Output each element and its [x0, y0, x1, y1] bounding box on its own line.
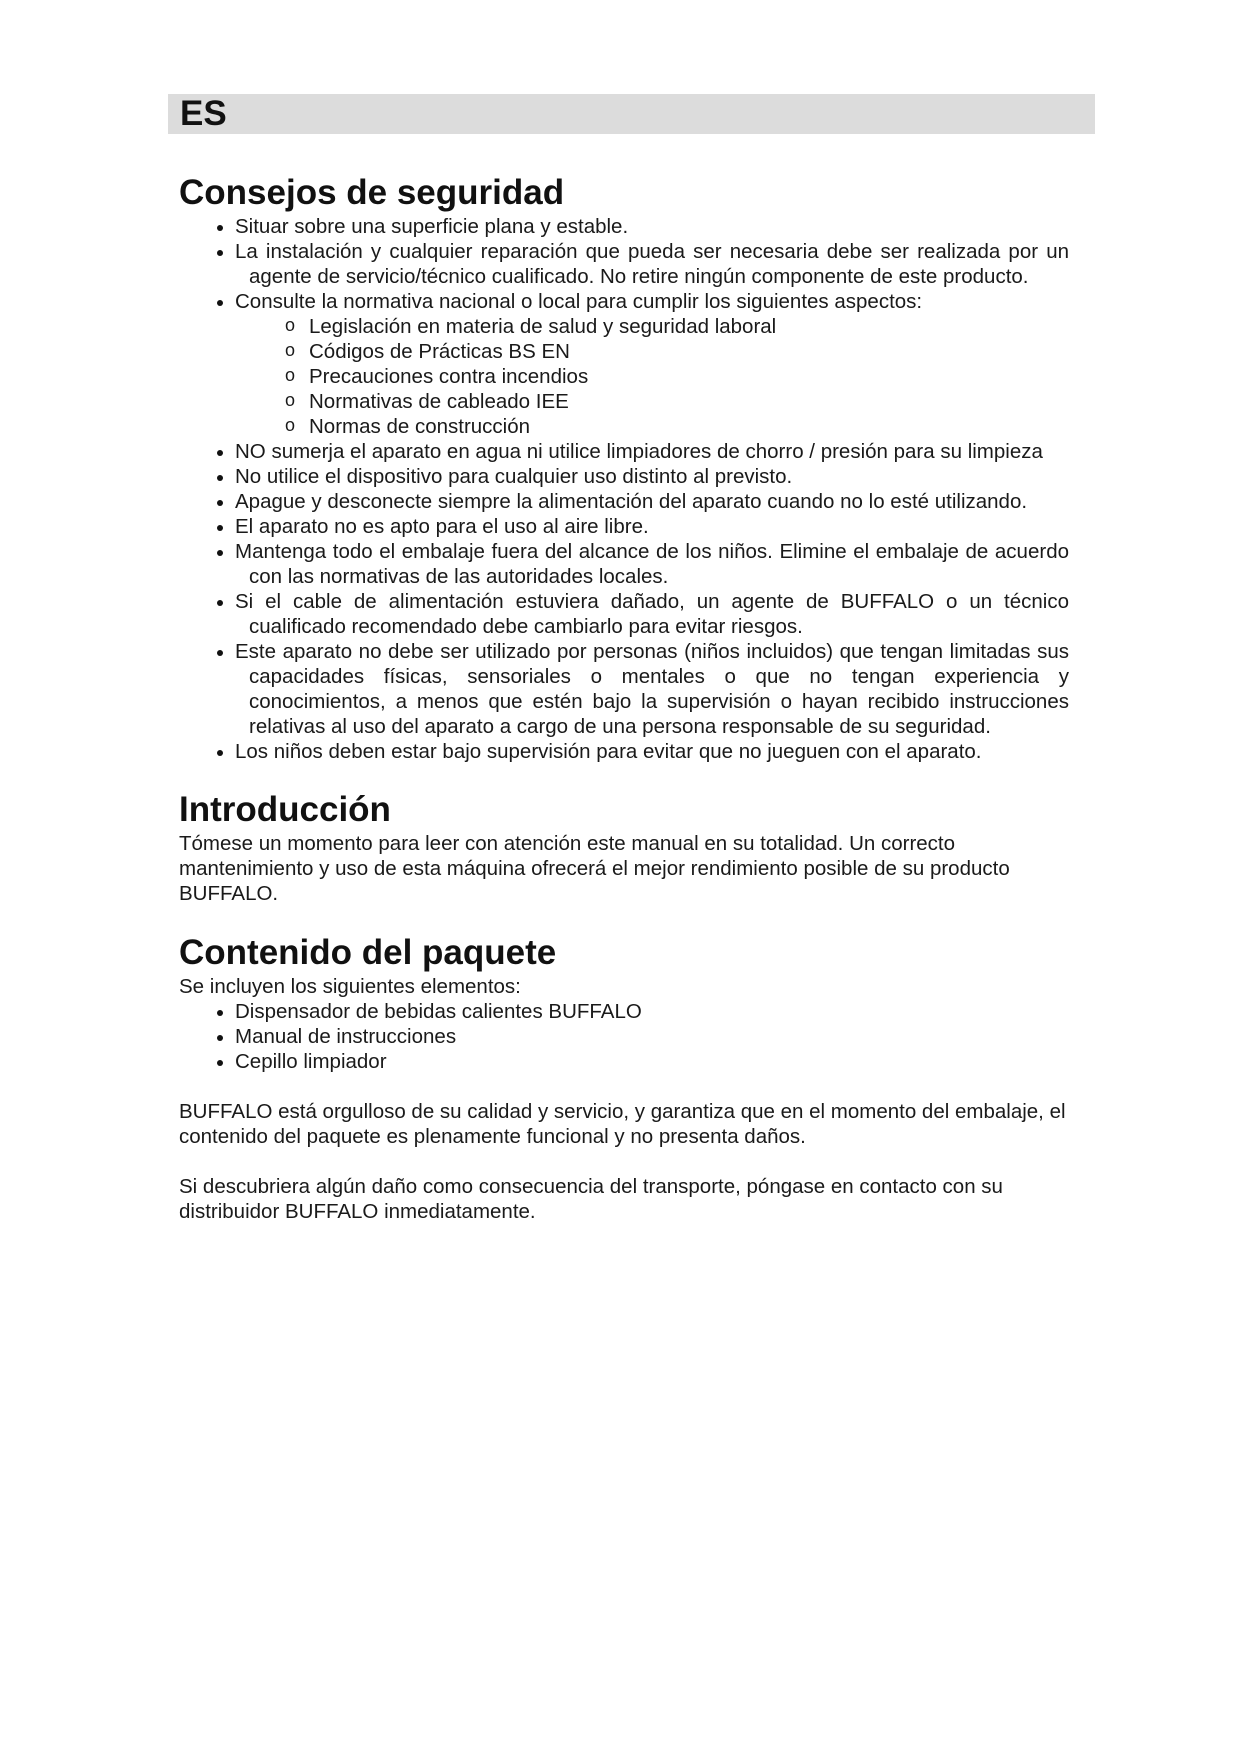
- list-item: No utilice el dispositivo para cualquier uso distinto al previsto.: [249, 464, 1069, 489]
- introduction-title: Introducción: [179, 790, 391, 829]
- safety-title: Consejos de seguridad: [179, 173, 565, 212]
- sub-list-item: o Legislación en materia de salud y seguridad laboral: [309, 314, 1069, 339]
- regulation-sublist: [249, 314, 1069, 439]
- quality-statement: BUFFALO está orgulloso de su calidad y servicio, y garantiza que en el momento del embalaje, el contenido del paquete es plenamente funcional y no presenta daños.: [179, 1100, 1066, 1148]
- damage-notice: Si descubriera algún daño como consecuencia del transporte, póngase en contacto con su distribuidor BUFFALO inmediatamente.: [179, 1175, 1003, 1223]
- language-header-bar: [168, 94, 1095, 134]
- package-contents-section: [179, 932, 1069, 1224]
- sub-list-item: o Normativas de cableado IEE: [309, 389, 1069, 414]
- list-item: Mantenga todo el embalaje fuera del alcance de los niños. Elimine el embalaje de acuerdo con las normativas de las autoridades locales.: [235, 540, 1069, 588]
- safety-section: [179, 172, 1069, 764]
- list-item: Los niños deben estar bajo supervisión para evitar que no jueguen con el aparato.: [249, 739, 1069, 764]
- page-content: [179, 172, 1069, 1224]
- package-title: Contenido del paquete: [179, 933, 557, 972]
- list-item: Manual de instrucciones: [249, 1024, 1069, 1049]
- list-item: Cepillo limpiador: [249, 1049, 1069, 1074]
- introduction-text: Tómese un momento para leer con atención este manual en su totalidad. Un correcto mantenimiento y uso de esta máquina ofrecerá el mejor rendimiento posible de su producto BUFFALO.: [179, 832, 1010, 905]
- list-item: Si el cable de alimentación estuviera dañado, un agente de BUFFALO o un técnico cualificado recomendado debe cambiarlo para evitar riesgos.: [235, 590, 1069, 638]
- package-list: [179, 999, 1069, 1074]
- list-item: La instalación y cualquier reparación que pueda ser necesaria debe ser realizada por un agente de servicio/técnico cualificado. No retire ningún componente de este producto.: [235, 240, 1069, 288]
- introduction-section: [179, 789, 1069, 906]
- list-item: Consulte la normativa nacional o local para cumplir los siguientes aspectos: o Legislación en materia de salud y seguridad laboral o Códigos de Prácticas BS EN o Precauciones contra incendios o Normativas de cableado IEE o Normas de construcción: [249, 289, 1069, 439]
- list-item: Apague y desconecte siempre la alimentación del aparato cuando no lo esté utilizando.: [249, 489, 1069, 514]
- safety-list: [179, 214, 1069, 764]
- sub-list-item: o Normas de construcción: [309, 414, 1069, 439]
- list-item: El aparato no es apto para el uso al aire libre.: [249, 514, 1069, 539]
- list-item: NO sumerja el aparato en agua ni utilice limpiadores de chorro / presión para su limpieza: [249, 439, 1069, 464]
- sub-list-item: o Precauciones contra incendios: [309, 364, 1069, 389]
- list-item: Situar sobre una superficie plana y estable.: [249, 214, 1069, 239]
- language-code: ES: [180, 94, 227, 133]
- package-lead: Se incluyen los siguientes elementos:: [179, 975, 521, 998]
- list-item: Este aparato no debe ser utilizado por personas (niños incluidos) que tengan limitadas sus capacidades físicas, sensoriales o mentales o que no tengan experiencia y conocimientos, a menos que estén bajo la supervisión o hayan recibido instrucciones relativas al uso del aparato a cargo de una persona responsable de su seguridad.: [235, 640, 1069, 738]
- list-item: Dispensador de bebidas calientes BUFFALO: [249, 999, 1069, 1024]
- sub-list-item: o Códigos de Prácticas BS EN: [309, 339, 1069, 364]
